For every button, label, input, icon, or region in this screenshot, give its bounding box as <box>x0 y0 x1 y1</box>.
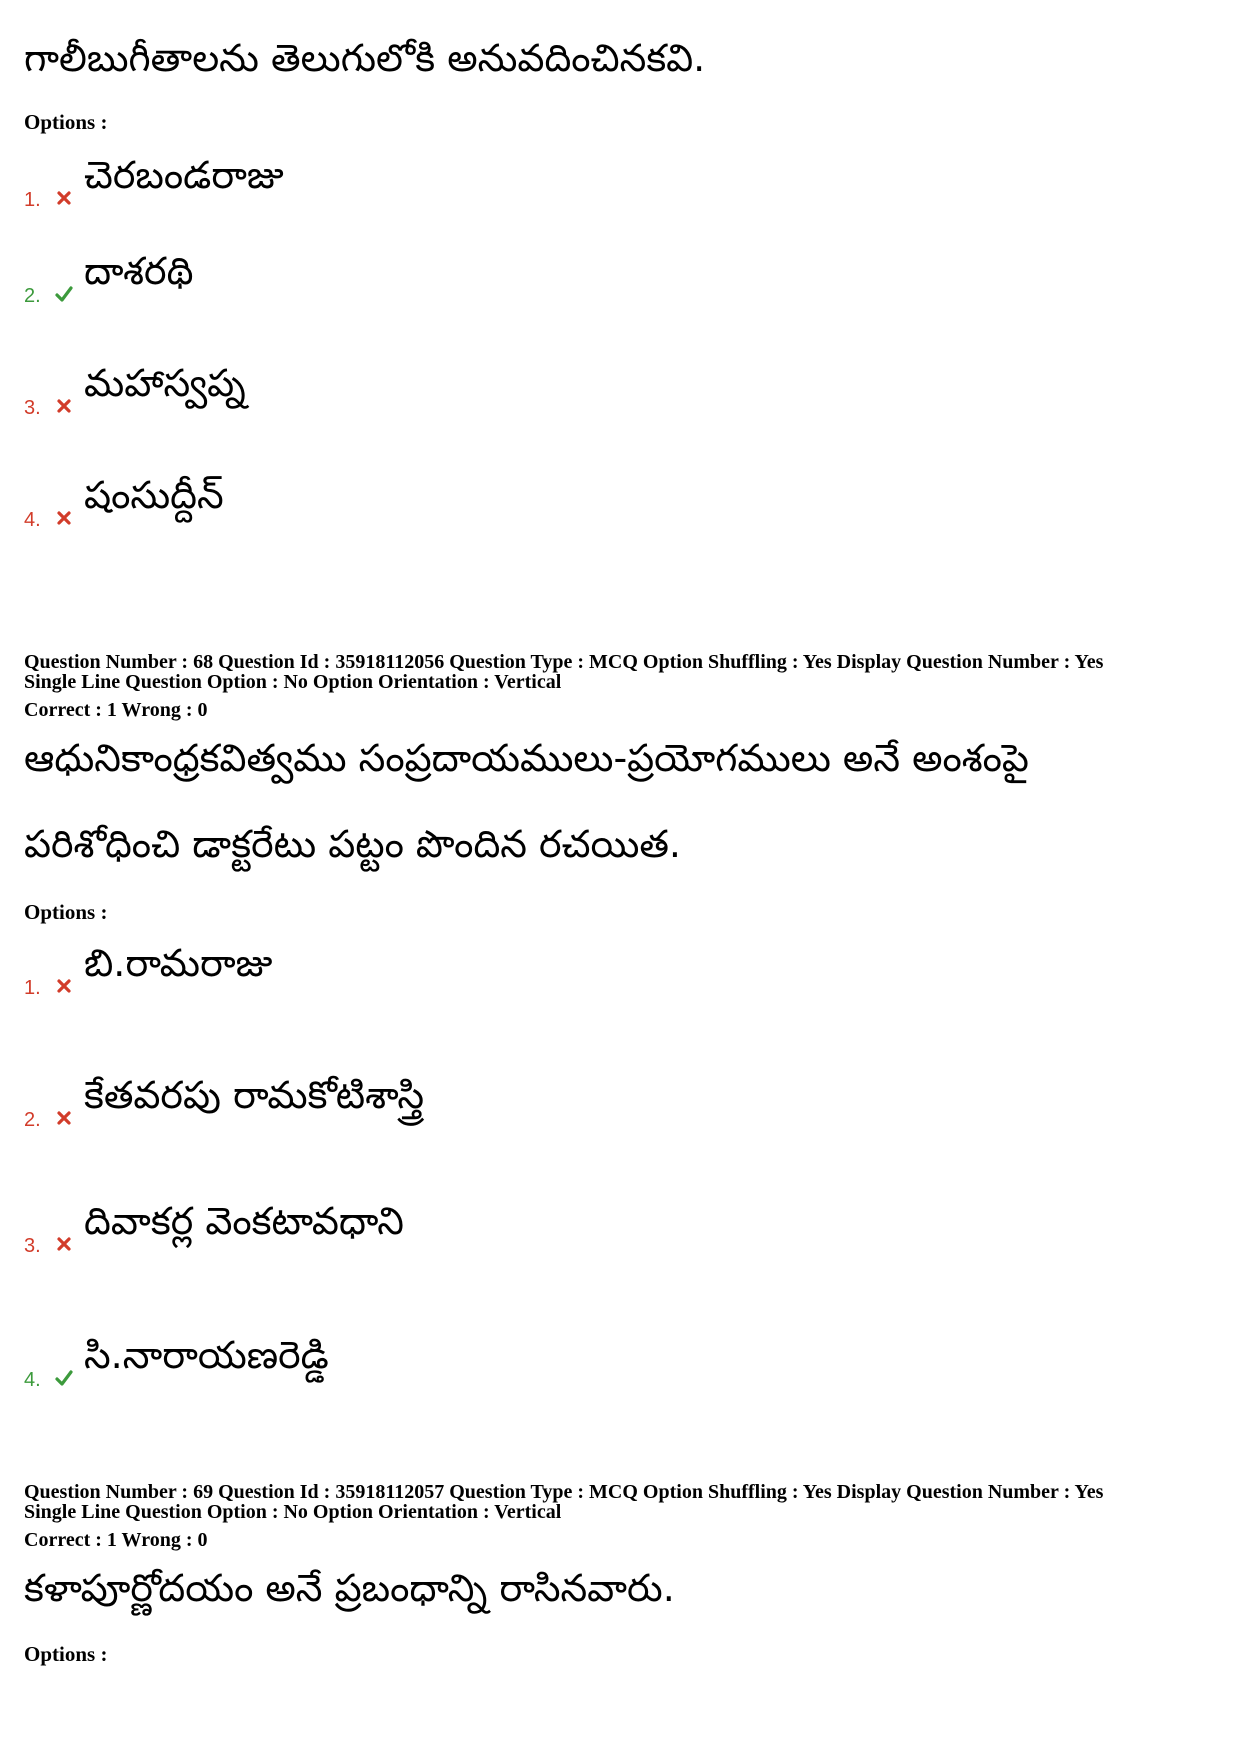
cross-icon <box>54 976 74 996</box>
question-text: గాలీబుగీతాలను తెలుగులోకి అనువదించినకవి. <box>24 36 706 80</box>
option-number: 2. <box>24 1109 41 1131</box>
question-marks: Correct : 1 Wrong : 0 <box>24 1529 208 1551</box>
question-meta-options: Single Line Question Option : No Option Orientation : Vertical <box>24 671 562 693</box>
option-item <box>24 1198 724 1258</box>
question-text: పరిశోధించి డాక్టరేటు పట్టం పొందిన రచయిత. <box>24 822 681 866</box>
option-number: 4. <box>24 1369 41 1391</box>
options-label: Options : <box>24 110 108 134</box>
option-number: 3. <box>24 397 41 419</box>
cross-icon <box>54 508 74 528</box>
option-text: కేతవరపు రామకోటిశాస్త్రి <box>84 1073 425 1117</box>
option-number: 4. <box>24 509 41 531</box>
question-meta: Question Number : 69 Question Id : 35918112057 Question Type : MCQ Option Shuffling : Yes Display Question Number : Yes <box>24 1481 1104 1503</box>
option-item <box>24 152 724 212</box>
option-item <box>24 360 724 420</box>
option-text: సి.నారాయణరెడ్డి <box>84 1333 329 1377</box>
option-number: 1. <box>24 977 41 999</box>
option-item <box>24 1072 724 1132</box>
option-item <box>24 1332 724 1392</box>
option-text: షంసుద్దీన్ <box>84 473 224 517</box>
option-number: 3. <box>24 1235 41 1257</box>
question-text: కళాపూర్ణోదయం అనే ప్రబంధాన్ని రాసినవారు. <box>24 1566 675 1610</box>
option-text: మహాస్వప్న <box>84 361 246 405</box>
question-text: ఆధునికాంధ్రకవిత్వము సంప్రదాయములు-ప్రయోగములు అనే అంశంపై <box>24 736 1029 780</box>
option-item <box>24 940 724 1000</box>
option-item <box>24 248 724 308</box>
cross-icon <box>54 188 74 208</box>
option-text: దివాకర్ల వెంకటావధాని <box>84 1199 404 1243</box>
question-meta-options: Single Line Question Option : No Option Orientation : Vertical <box>24 1501 562 1523</box>
cross-icon <box>54 1234 74 1254</box>
option-item <box>24 472 724 532</box>
cross-icon <box>54 396 74 416</box>
options-label: Options : <box>24 900 108 924</box>
cross-icon <box>54 1108 74 1128</box>
check-icon <box>54 284 74 304</box>
option-text: బి.రామరాజు <box>84 941 273 985</box>
question-meta: Question Number : 68 Question Id : 35918112056 Question Type : MCQ Option Shuffling : Yes Display Question Number : Yes <box>24 651 1104 673</box>
option-text: చెరబండరాజు <box>84 153 284 197</box>
option-number: 2. <box>24 285 41 307</box>
question-marks: Correct : 1 Wrong : 0 <box>24 699 208 721</box>
options-label: Options : <box>24 1642 108 1666</box>
check-icon <box>54 1368 74 1388</box>
option-text: దాశరథి <box>84 249 194 293</box>
option-number: 1. <box>24 189 41 211</box>
